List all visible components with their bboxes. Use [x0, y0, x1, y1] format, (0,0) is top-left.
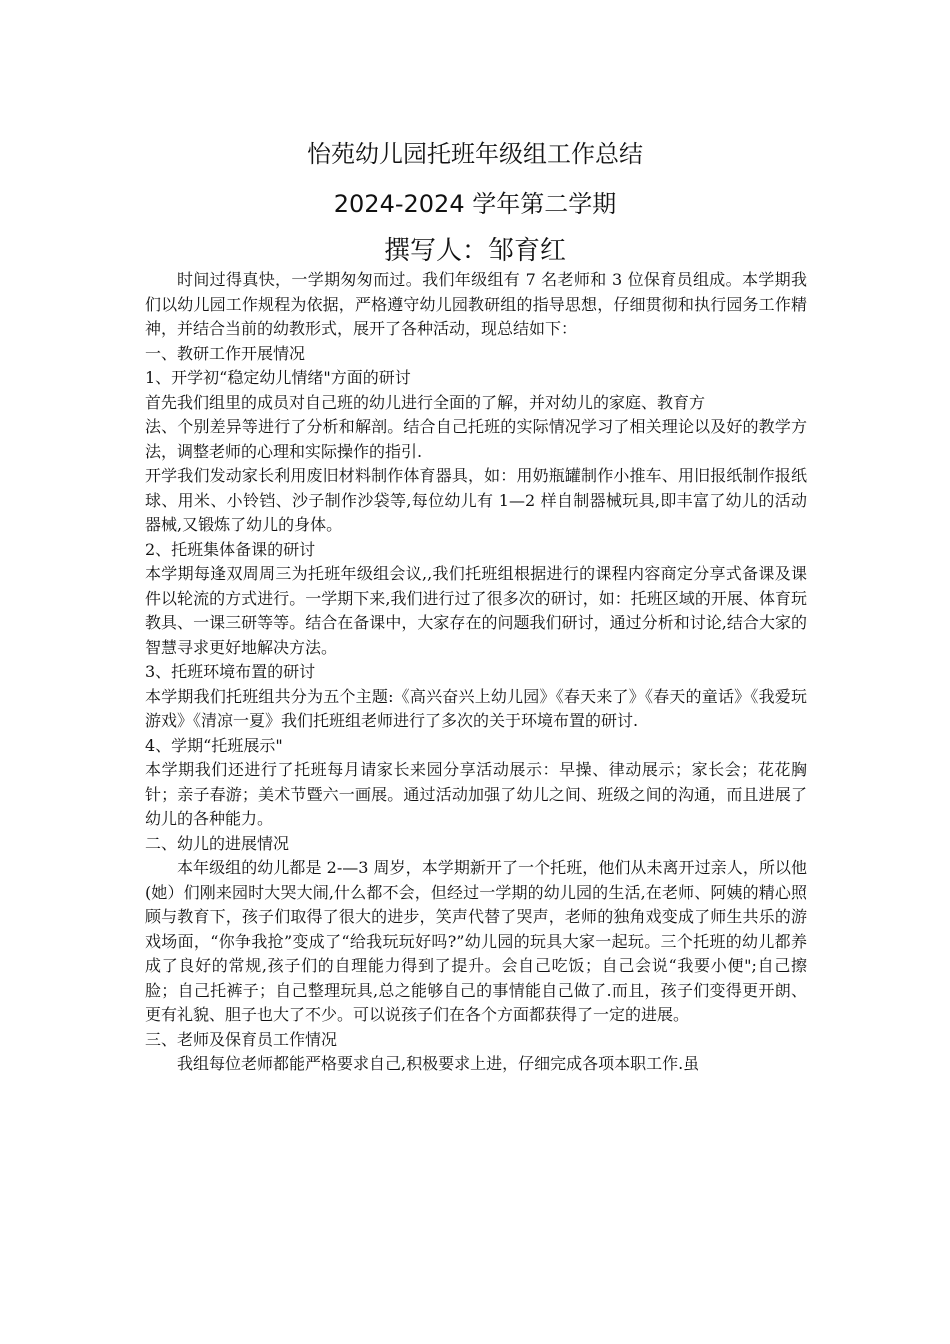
document-subtitle: 2024-2024 学年第二学期 — [333, 190, 617, 218]
body-paragraph: 首先我们组里的成员对自己班的幼儿进行全面的了解，并对幼儿的家庭、教育方 — [145, 392, 706, 412]
body-paragraph: 法、个别差异等进行了分析和解剖。结合自己托班的实际情况学习了相关理论以及好的教学方法，调整老师的心理和实际操作的指引. — [145, 417, 807, 461]
body-paragraph: 本年级组的幼儿都是 2-—3 周岁，本学期新开了一个托班，他们从未离开过亲人，所以他(她）们刚来园时大哭大闹,什么都不会，但经过一学期的幼儿园的生活,在老师、阿姨的精心照顾与教育下，孩子们取得了很大的进步，笑声代替了哭声，老师的独角戏变成了师生共乐的游戏场面，“你争我抢”变成了“给我玩玩好吗?”幼儿园的玩具大家一起玩。三个托班的幼儿都养成了良好的常规,孩子们的自理能力得到了提升。会自己吃饭；自己会说“我要小便";自己擦脸；自己托裤子；自己整理玩具,总之能够自己的事情能自己做了.而且，孩子们变得更开朗、更有礼貌、胆子也大了不少。可以说孩子们在各个方面都获得了一定的进展。 — [145, 858, 807, 1024]
subsection-heading-4: 4、学期“托班展示" — [145, 735, 283, 755]
section-heading-2: 二、幼儿的进展情况 — [145, 833, 290, 853]
section-heading-3: 三、老师及保育员工作情况 — [145, 1029, 338, 1049]
body-paragraph: 本学期我们托班组共分为五个主题:《高兴奋兴上幼儿园》《春天来了》《春天的童话》《我爱玩游戏》《清凉一夏》我们托班组老师进行了多次的关于环境布置的研讨. — [145, 686, 807, 730]
body-paragraph: 开学我们发动家长利用废旧材料制作体育器具，如：用奶瓶罐制作小推车、用旧报纸制作报纸球、用米、小铃铛、沙子制作沙袋等,每位幼儿有 1—2 样自制器械玩具,即丰富了幼儿的活动器械,又锻炼了幼儿的身体。 — [145, 466, 807, 534]
subsection-heading-2: 2、托班集体备课的研讨 — [145, 539, 316, 559]
body-paragraph: 本学期我们还进行了托班每月请家长来园分享活动展示：早操、律动展示；家长会；花花胸针；亲子春游；美术节暨六一画展。通过活动加强了幼儿之间、班级之间的沟通，而且进展了幼儿的各种能力。 — [145, 760, 807, 828]
body-paragraph: 我组每位老师都能严格要求自己,积极要求上进，仔细完成各项本职工作.虽 — [177, 1054, 700, 1073]
intro-paragraph: 时间过得真快，一学期匆匆而过。我们年级组有 7 名老师和 3 位保育员组成。本学期我们以幼儿园工作规程为依据，严格遵守幼儿园教研组的指导思想，仔细贯彻和执行园务工作精神，并结合当前的幼教形式，展开了各种活动，现总结如下： — [145, 270, 807, 338]
author-line: 撰写人：邹育红 — [383, 236, 566, 266]
document-title: 怡苑幼儿园托班年级组工作总结 — [307, 140, 643, 168]
body-paragraph: 本学期每逢双周周三为托班年级组会议,,我们托班组根据进行的课程内容商定分享式备课及课件以轮流的方式进行。一学期下来,我们进行过了很多次的研讨，如：托班区域的开展、体育玩教具、一课三研等等。结合在备课中，大家存在的问题我们研讨，通过分析和讨论,结合大家的智慧寻求更好地解决方法。 — [145, 564, 807, 657]
section-heading-1: 一、教研工作开展情况 — [145, 343, 306, 363]
document-body — [145, 268, 807, 1077]
subsection-heading-1: 1、开学初“稳定幼儿情绪"方面的研讨 — [145, 368, 411, 387]
subsection-heading-3: 3、托班环境布置的研讨 — [145, 662, 316, 681]
